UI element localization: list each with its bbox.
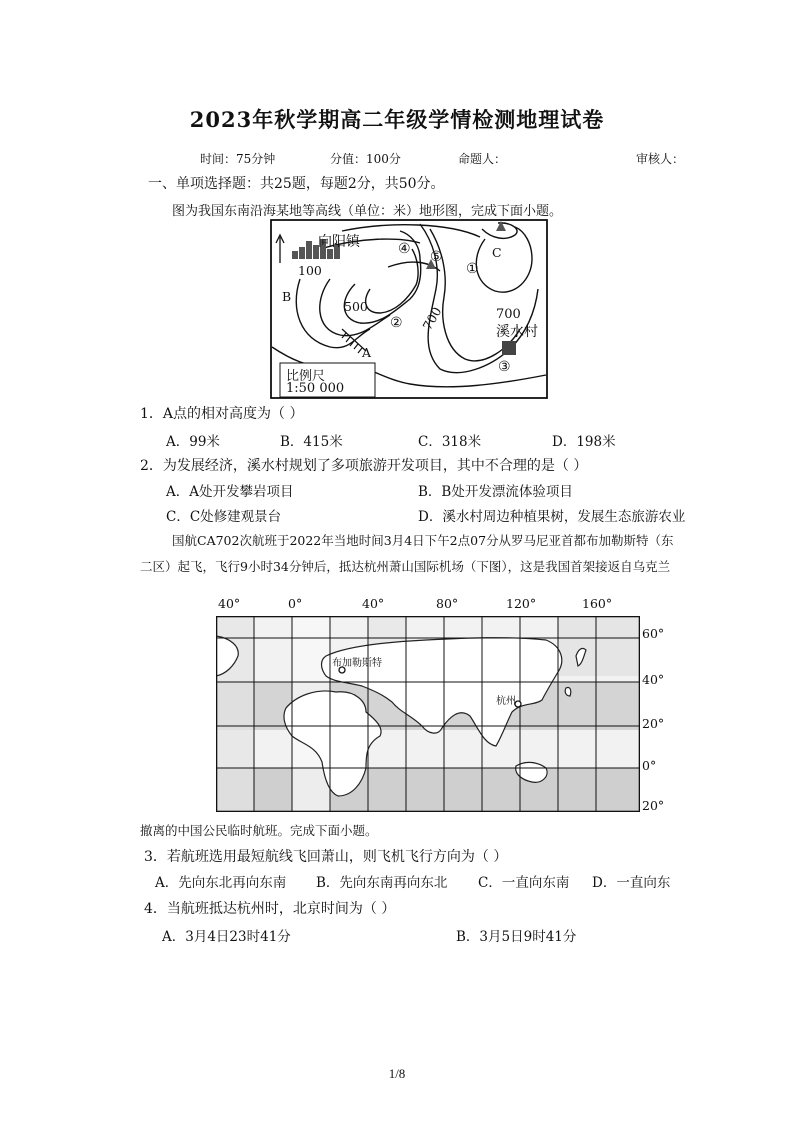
contour-label-500: 500 [344, 299, 368, 314]
contour-label-700b: 700 [496, 307, 521, 322]
question-3-option-c: C．一直向东南 [478, 875, 570, 891]
meta-time: 时间：75分钟 [200, 152, 276, 166]
question-2-option-d: D．溪水村周边种植果树，发展生态旅游农业 [418, 509, 686, 525]
passage-line-1: 国航CA702次航班于2022年当地时间3月4日下午2点07分从罗马尼亚首都布加勒斯特（东 [172, 533, 674, 548]
lon-label-0: 0° [288, 596, 303, 611]
question-3-option-a: A．先向东北再向东南 [155, 875, 287, 891]
meta-setter: 命题人： [458, 152, 507, 166]
section-intro: 图为我国东南沿海某地等高线（单位：米）地形图，完成下面小题。 [172, 204, 563, 219]
section-heading: 一、单项选择题：共25题，每题2分，共50分。 [148, 176, 445, 192]
lat-label-20s: 20° [642, 798, 665, 813]
lat-label-20n: 20° [642, 716, 665, 731]
question-1-option-b: B．415米 [280, 434, 343, 450]
contour-label-100: 100 [298, 263, 322, 278]
question-2-stem: 2．为发展经济，溪水村规划了多项旅游开发项目，其中不合理的是（ ） [140, 458, 588, 474]
contour-map [270, 219, 548, 399]
scale-value: 1:50 000 [286, 381, 345, 396]
meta-reviewer: 审核人： [636, 152, 685, 166]
circle-4: ④ [398, 241, 411, 257]
circle-2: ② [390, 315, 403, 331]
meta-score: 分值：100分 [330, 152, 401, 166]
lat-label-40n: 40° [642, 672, 665, 687]
point-c: C [492, 245, 502, 260]
question-2-option-c: C．C处修建观景台 [166, 509, 282, 525]
lat-label-60n: 60° [642, 626, 665, 641]
lon-label-120e: 120° [506, 596, 537, 611]
page-number: 1/8 [388, 1066, 406, 1081]
lon-label-160e: 160° [582, 596, 613, 611]
question-4-option-a: A．3月4日23时41分 [162, 929, 291, 945]
question-3-option-b: B．先向东南再向东北 [316, 875, 448, 891]
point-b: B [282, 289, 292, 304]
passage-line-3: 撤离的中国公民临时航班。完成下面小题。 [140, 823, 378, 838]
question-2-option-b: B．B处开发漂流体验项目 [418, 484, 573, 500]
lon-label-40e: 40° [362, 596, 385, 611]
lon-label-40w: 40° [218, 596, 241, 611]
world-map [214, 596, 666, 814]
passage-line-2: 二区）起飞，飞行9小时34分钟后，抵达杭州萧山国际机场（下图），这是我国首架接返自乌克兰 [140, 559, 671, 574]
lat-label-0: 0° [642, 758, 657, 773]
question-2-option-a: A．A处开发攀岩项目 [166, 484, 294, 500]
town-label: 向阳镇 [318, 234, 360, 250]
scale-title: 比例尺 [286, 369, 326, 384]
question-4-stem: 4．当航班抵达杭州时，北京时间为（ ） [144, 901, 396, 917]
village-label: 溪水村 [496, 324, 538, 340]
circle-3: ③ [498, 359, 511, 375]
circle-1: ① [466, 261, 479, 277]
circle-5: ⑤ [430, 249, 443, 265]
contour-label-700a: 700 [419, 304, 445, 333]
question-1-stem: 1．A点的相对高度为（ ） [140, 406, 304, 422]
question-4-option-b: B．3月5日9时41分 [456, 929, 577, 945]
question-1-option-c: C．318米 [418, 434, 482, 450]
lon-label-80e: 80° [436, 596, 459, 611]
city-bucharest: 布加勒斯特 [332, 658, 382, 669]
question-1-option-d: D．198米 [552, 434, 616, 450]
city-hangzhou: 杭州 [496, 696, 516, 707]
point-a: A [362, 345, 372, 360]
question-3-stem: 3．若航班选用最短航线飞回萧山，则飞机飞行方向为（ ） [144, 849, 508, 865]
exam-title: 2023年秋学期高二年级学情检测地理试卷 [189, 107, 605, 132]
question-3-option-d: D．一直向东 [592, 875, 671, 891]
question-1-option-a: A．99米 [166, 434, 220, 450]
